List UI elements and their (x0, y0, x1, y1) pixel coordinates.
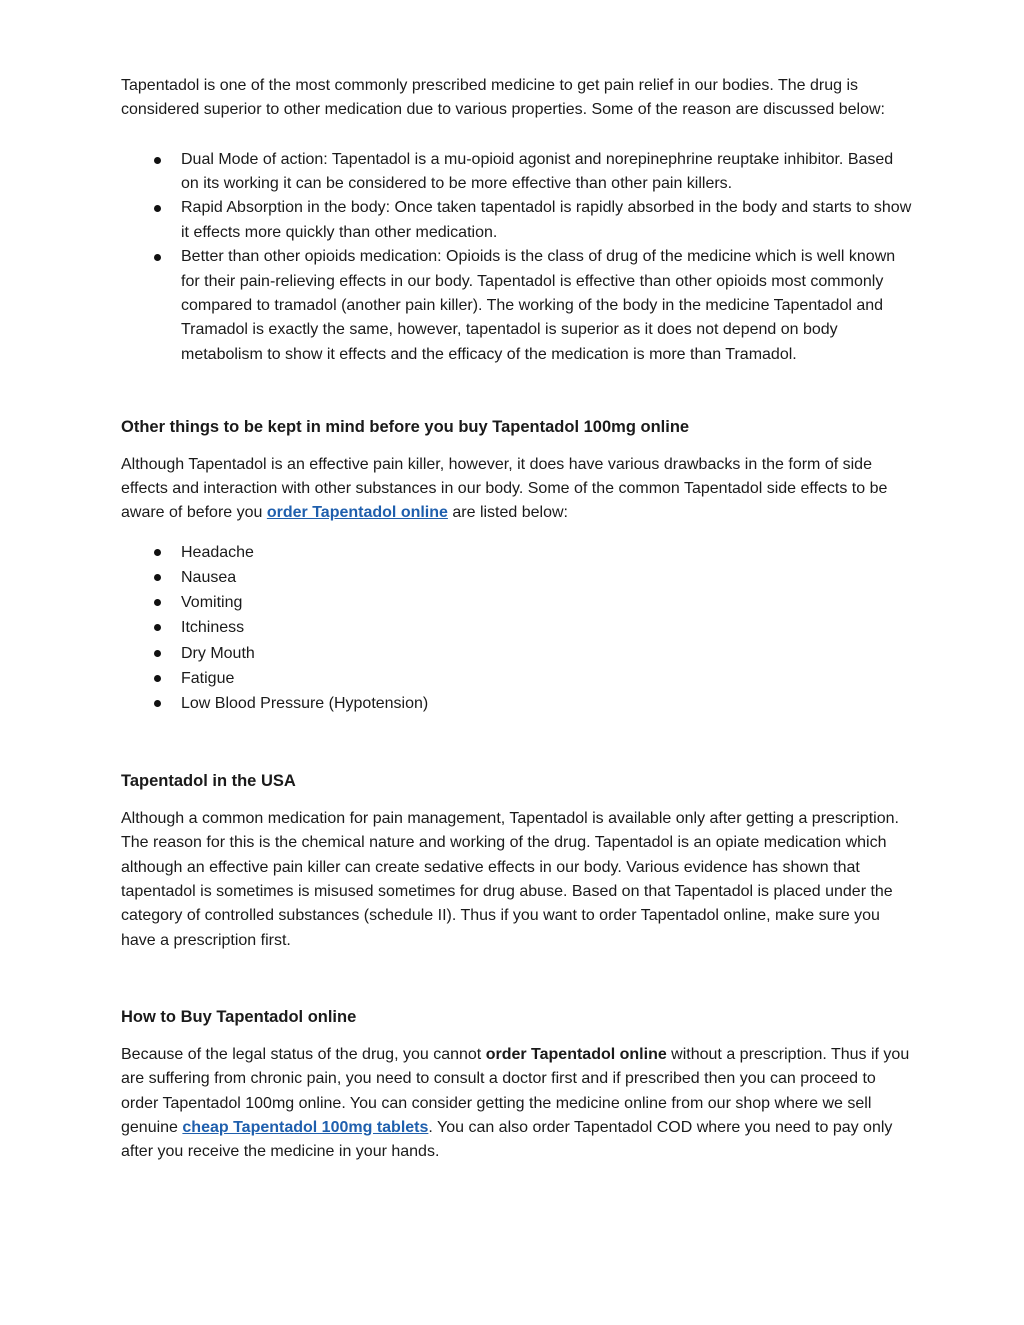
list-item: Dual Mode of action: Tapentadol is a mu-opioid agonist and norepinephrine reuptake inhibitor. Based on its working it can be considered to be more effective than other pain killers. (121, 148, 914, 197)
section-heading-how-to-buy: How to Buy Tapentadol online (121, 1007, 357, 1026)
paragraph-text: are listed below: (447, 504, 568, 522)
paragraph-text: without a prescription. Thus if you are suffering from chronic pain, you need to consult a doctor first and if prescribed then you can proceed to order Tapentadol 100mg online. You can consider getting the medicine online from our shop where we sell genuine (121, 1045, 910, 1136)
list-item: Itchiness (121, 615, 914, 640)
section-heading-usa: Tapentadol in the USA (121, 772, 296, 791)
list-item: Nausea (121, 565, 914, 590)
paragraph-text: . You can also order Tapentadol COD where you need to pay only after you receive the medicine in your hands. (121, 1118, 893, 1161)
list-item: Fatigue (121, 666, 914, 691)
how-to-buy-paragraph (121, 1043, 914, 1164)
bold-phrase: order Tapentadol online (485, 1045, 667, 1063)
order-tapentadol-online-link[interactable]: order Tapentadol online (266, 504, 448, 522)
properties-list (121, 148, 914, 367)
list-item: Dry Mouth (121, 641, 914, 666)
list-item: Rapid Absorption in the body: Once taken tapentadol is rapidly absorbed in the body and starts to show it effects more quickly than other medication. (121, 196, 914, 245)
list-item: Vomiting (121, 590, 914, 615)
usa-paragraph: Although a common medication for pain management, Tapentadol is available only after getting a prescription. The reason for this is the chemical nature and working of the drug. Tapentadol is an opiate medication which although an effective pain killer can create sedative effects in our body. Various evidence has shown that tapentadol is sometimes is misused sometimes for drug abuse. Based on that Tapentadol is placed under the category of controlled substances (schedule II). Thus if you want to order Tapentadol online, make sure you have a prescription first. (121, 810, 899, 949)
section-heading-other-things: Other things to be kept in mind before you buy Tapentadol 100mg online (121, 417, 690, 436)
cheap-tapentadol-tablets-link[interactable]: cheap Tapentadol 100mg tablets (182, 1118, 429, 1136)
side-effects-intro-paragraph (121, 453, 914, 526)
paragraph-text: Although Tapentadol is an effective pain killer, however, it does have various drawbacks in the form of side effects and interaction with other substances in our body. Some of the common Tapentadol side effects to be aware of before you (121, 455, 888, 522)
list-item: Headache (121, 540, 914, 565)
list-item: Low Blood Pressure (Hypotension) (121, 691, 914, 716)
paragraph-text: Because of the legal status of the drug, you cannot (121, 1045, 486, 1063)
side-effects-list (121, 540, 914, 716)
list-item: Better than other opioids medication: Opioids is the class of drug of the medicine which is well known for their pain-relieving effects in our body. Tapentadol is effective than other opioids most commonly compared to tramadol (another pain killer). The working of the body in the medicine Tapentadol and Tramadol is exactly the same, however, tapentadol is superior as it does not depend on body metabolism to show it effects and the efficacy of the medication is more than Tramadol. (121, 245, 914, 366)
intro-paragraph: Tapentadol is one of the most commonly prescribed medicine to get pain relief in our bodies. The drug is considered superior to other medication due to various properties. Some of the reason are discussed below: (121, 77, 885, 119)
